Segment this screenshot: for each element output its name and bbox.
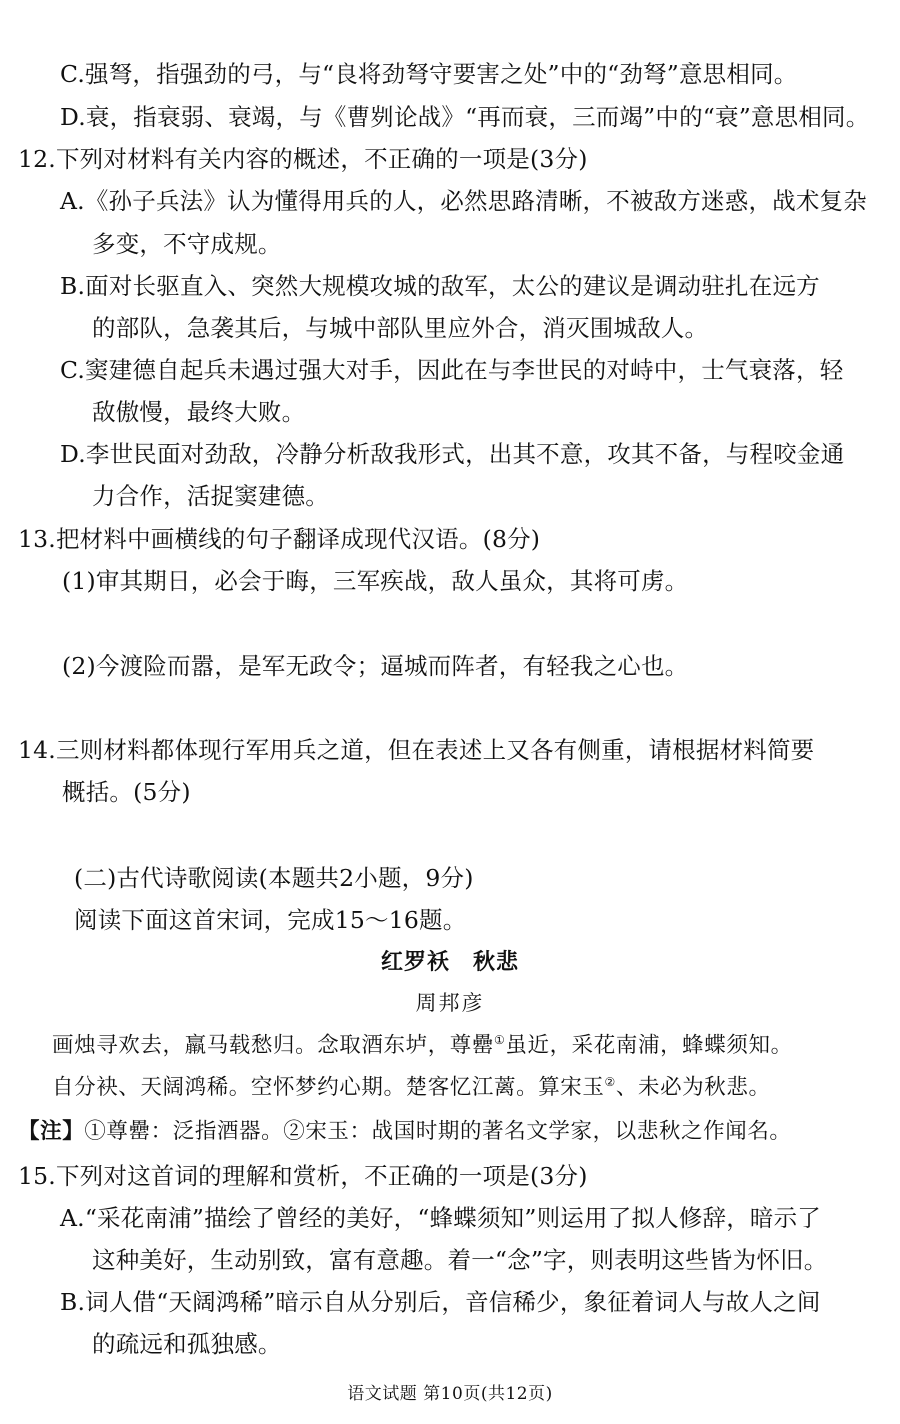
note-label: 【注】: [18, 1119, 85, 1144]
section-instruction: 阅读下面这首宋词，完成15～16题。: [74, 906, 467, 934]
q12-option-a: A.《孙子兵法》认为懂得用兵的人，必然思路清晰，不被敌方迷惑，战术复杂: [60, 187, 867, 215]
q12-option-c: C.窦建德自起兵未遇过强大对手，因此在与李世民的对峙中，士气衰落，轻: [60, 356, 844, 384]
poem-line-2: 自分袂、天阔鸿稀。空怀梦约心期。楚客忆江蓠。算宋玉②、未必为秋悲。: [52, 1074, 771, 1100]
poem-note: [18, 1116, 792, 1148]
q15-option-b: B.词人借“天阔鸿稀”暗示自从分别后，音信稀少，象征着词人与故人之间: [60, 1288, 821, 1316]
q12-option-d-cont: 力合作，活捉窦建德。: [92, 482, 329, 510]
q14-stem-cont: 概括。(5分): [62, 778, 191, 806]
q12-option-b-cont: 的部队，急袭其后，与城中部队里应外合，消灭围城敌人。: [92, 314, 709, 342]
q12-option-b: B.面对长驱直入、突然大规模攻城的敌军，太公的建议是调动驻扎在远方: [60, 272, 820, 300]
q13-sentence-1: (1)审其期日，必会于晦，三军疾战，敌人虽众，其将可虏。: [62, 567, 689, 595]
poem-author: 周邦彦: [415, 991, 485, 1015]
q15-stem: 15.下列对这首词的理解和赏析，不正确的一项是(3分): [18, 1162, 588, 1190]
q12-option-d: D.李世民面对劲敌，冷静分析敌我形式，出其不意，攻其不备，与程咬金通: [60, 440, 845, 468]
q12-stem: 12.下列对材料有关内容的概述，不正确的一项是(3分): [18, 145, 588, 173]
q11-option-d: D.衰，指衰弱、衰竭，与《曹刿论战》“再而衰，三而竭”中的“衰”意思相同。: [60, 103, 870, 131]
q15-option-b-cont: 的疏远和孤独感。: [92, 1330, 282, 1358]
q12-option-a-cont: 多变，不守成规。: [92, 230, 282, 258]
footnote-marker-2: ②: [604, 1074, 616, 1089]
q13-sentence-2: (2)今渡险而嚣，是军无政令；逼城而阵者，有轻我之心也。: [62, 652, 689, 680]
footnote-marker-1: ①: [494, 1032, 506, 1047]
poem-line-1: 画烛寻欢去，羸马载愁归。念取酒东垆，尊罍①虽近，采花南浦，蜂蝶须知。: [52, 1032, 793, 1058]
q11-option-c: C.强弩，指强劲的弓，与“良将劲弩守要害之处”中的“劲弩”意思相同。: [60, 60, 798, 88]
q14-stem: 14.三则材料都体现行军用兵之道，但在表述上又各有侧重，请根据材料简要: [18, 736, 815, 764]
q12-option-c-cont: 敌傲慢，最终大败。: [92, 398, 306, 426]
poem-title: 红罗袄 秋悲: [380, 949, 519, 975]
note-text: ①尊罍：泛指酒器。②宋玉：战国时期的著名文学家，以悲秋之作闻名。: [84, 1119, 792, 1144]
page-footer: 语文试题 第10页(共12页): [347, 1384, 553, 1404]
q15-option-a-cont: 这种美好，生动别致，富有意趣。着一“念”字，则表明这些皆为怀旧。: [92, 1246, 828, 1274]
q15-option-a: A.“采花南浦”描绘了曾经的美好，“蜂蝶须知”则运用了拟人修辞，暗示了: [60, 1204, 821, 1232]
q13-stem: 13.把材料中画横线的句子翻译成现代汉语。(8分): [18, 525, 541, 553]
section-heading: (二)古代诗歌阅读(本题共2小题，9分): [74, 864, 474, 892]
